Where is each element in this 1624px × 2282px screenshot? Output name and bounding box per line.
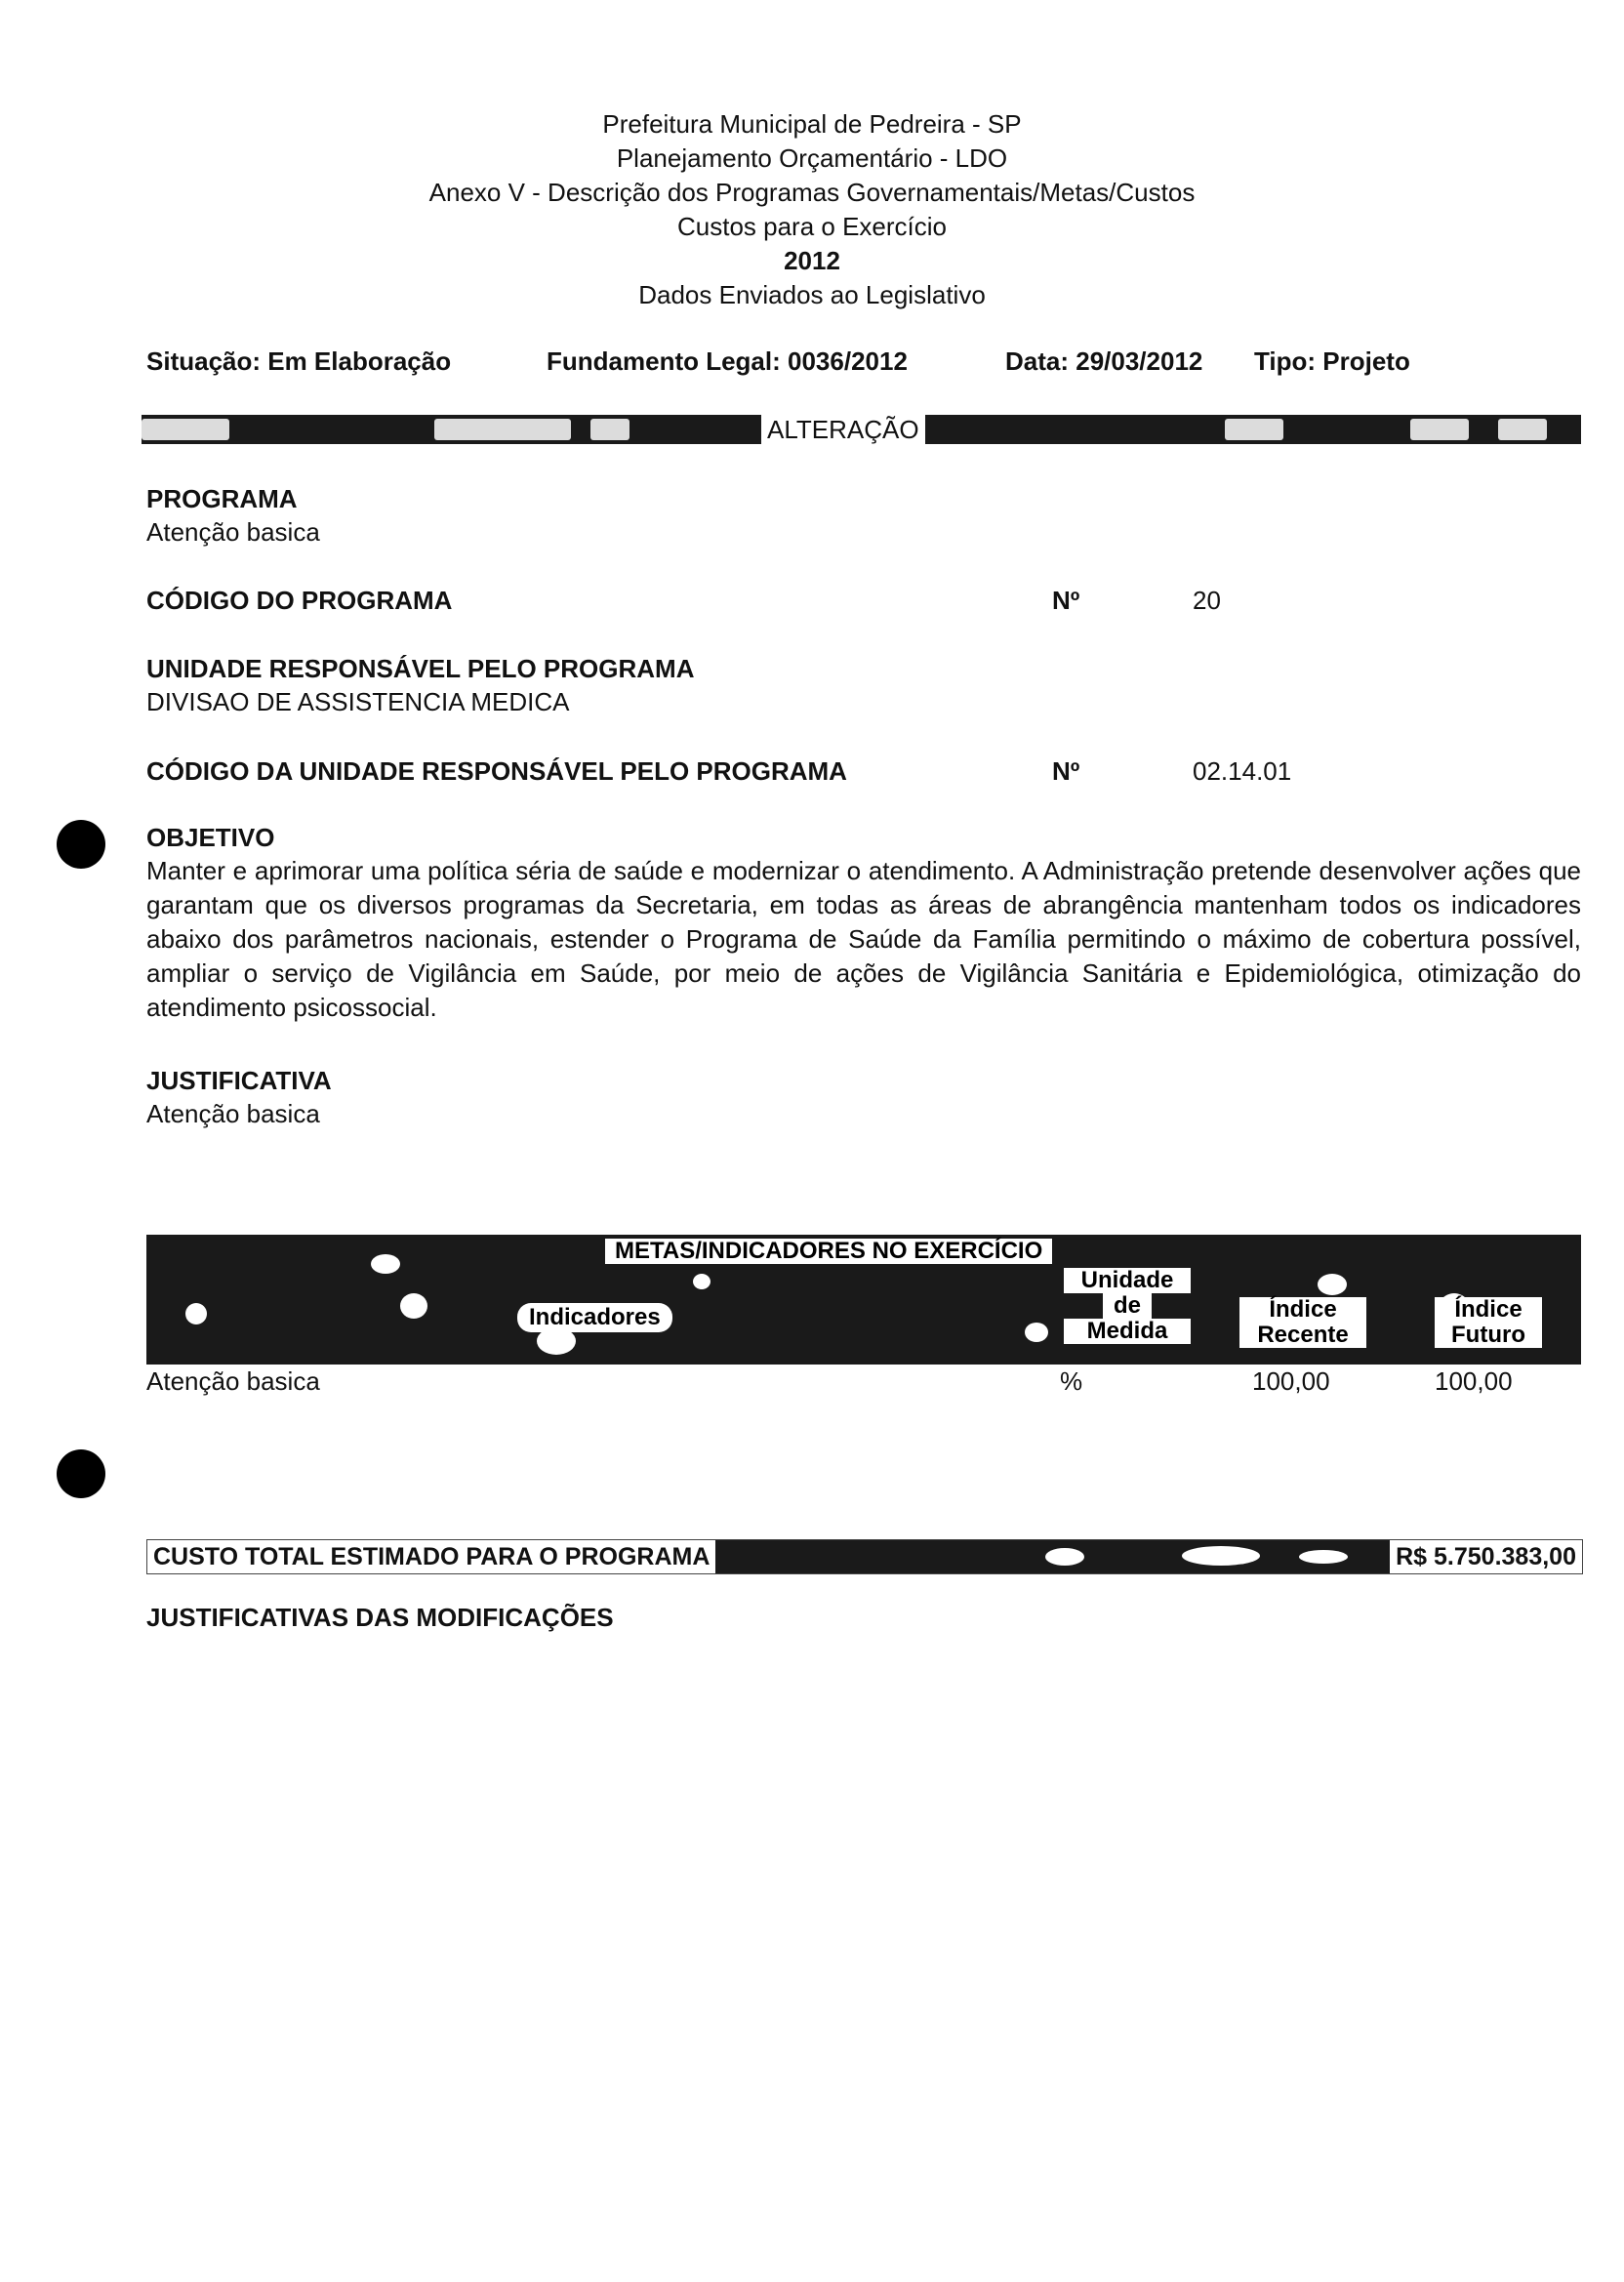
codigo-programa-num-label: Nº	[1052, 586, 1080, 615]
col-recente-1: Índice	[1239, 1297, 1366, 1323]
punch-hole-bottom	[57, 1449, 105, 1498]
modificacoes-label: JUSTIFICATIVAS DAS MODIFICAÇÕES	[146, 1603, 614, 1632]
programa-value: Atenção basica	[146, 517, 320, 547]
metas-row-unidade: %	[1060, 1366, 1083, 1396]
col-futuro-2: Futuro	[1435, 1323, 1542, 1348]
col-indicadores: Indicadores	[517, 1303, 672, 1332]
header-sent: Dados Enviados ao Legislativo	[638, 280, 986, 309]
col-futuro	[1435, 1297, 1542, 1348]
codigo-unidade-value: 02.14.01	[1193, 756, 1292, 786]
col-unidade-3: Medida	[1064, 1319, 1191, 1344]
justificativa-value: Atenção basica	[146, 1099, 320, 1128]
metas-row-indicador: Atenção basica	[146, 1366, 320, 1396]
objetivo-label: OBJETIVO	[146, 823, 275, 852]
fundamento-legal: Fundamento Legal: 0036/2012	[547, 346, 908, 376]
col-unidade-2: de	[1103, 1293, 1152, 1319]
col-unidade	[1064, 1268, 1191, 1344]
header-municipality: Prefeitura Municipal de Pedreira - SP	[602, 109, 1022, 139]
codigo-unidade-num-label: Nº	[1052, 756, 1080, 786]
situacao: Situação: Em Elaboração	[146, 346, 452, 376]
header-annex: Anexo V - Descrição dos Programas Governamentais/Metas/Custos	[428, 178, 1196, 207]
col-unidade-1: Unidade	[1064, 1268, 1191, 1293]
codigo-programa-label: CÓDIGO DO PROGRAMA	[146, 586, 453, 615]
custo-total-label: CUSTO TOTAL ESTIMADO PARA O PROGRAMA	[147, 1540, 715, 1573]
tipo: Tipo: Projeto	[1254, 346, 1410, 376]
codigo-programa-value: 20	[1193, 586, 1221, 615]
col-recente	[1239, 1297, 1366, 1348]
alteracao-label: ALTERAÇÃO	[761, 415, 925, 444]
data: Data: 29/03/2012	[1005, 346, 1203, 376]
metas-row-recente: 100,00	[1252, 1366, 1330, 1396]
document-header	[0, 107, 1624, 312]
header-year: 2012	[784, 246, 840, 275]
metas-title: METAS/INDICADORES NO EXERCÍCIO	[605, 1239, 1052, 1264]
justificativa-label: JUSTIFICATIVA	[146, 1066, 332, 1095]
codigo-unidade-label: CÓDIGO DA UNIDADE RESPONSÁVEL PELO PROGRAMA	[146, 756, 847, 786]
custo-total-bar	[146, 1539, 1583, 1574]
metas-row-futuro: 100,00	[1435, 1366, 1513, 1396]
header-planning: Planejamento Orçamentário - LDO	[616, 143, 1008, 173]
alteracao-banner	[142, 415, 1581, 444]
punch-hole-top	[57, 820, 105, 869]
unidade-value: DIVISAO DE ASSISTENCIA MEDICA	[146, 687, 570, 716]
metas-table-header	[146, 1235, 1581, 1365]
custo-total-value: R$ 5.750.383,00	[1390, 1540, 1582, 1573]
programa-label: PROGRAMA	[146, 484, 298, 513]
col-recente-2: Recente	[1239, 1323, 1366, 1348]
col-futuro-1: Índice	[1435, 1297, 1542, 1323]
unidade-label: UNIDADE RESPONSÁVEL PELO PROGRAMA	[146, 654, 695, 683]
objetivo-text: Manter e aprimorar uma política séria de saúde e modernizar o atendimento. A Administração pretende desenvolver ações que garantam que os diversos programas da Secretaria, em todas as áreas de abrangência mantenham todos os indicadores abaixo dos parâmetros nacionais, estender o Programa de Saúde da Família permitindo o máximo de cobertura possível, ampliar o serviço de Vigilância em Saúde, por meio de ações de Vigilância Sanitária e Epidemiológica, otimização do atendimento psicossocial.	[146, 856, 1581, 1022]
header-costs: Custos para o Exercício	[676, 212, 947, 241]
